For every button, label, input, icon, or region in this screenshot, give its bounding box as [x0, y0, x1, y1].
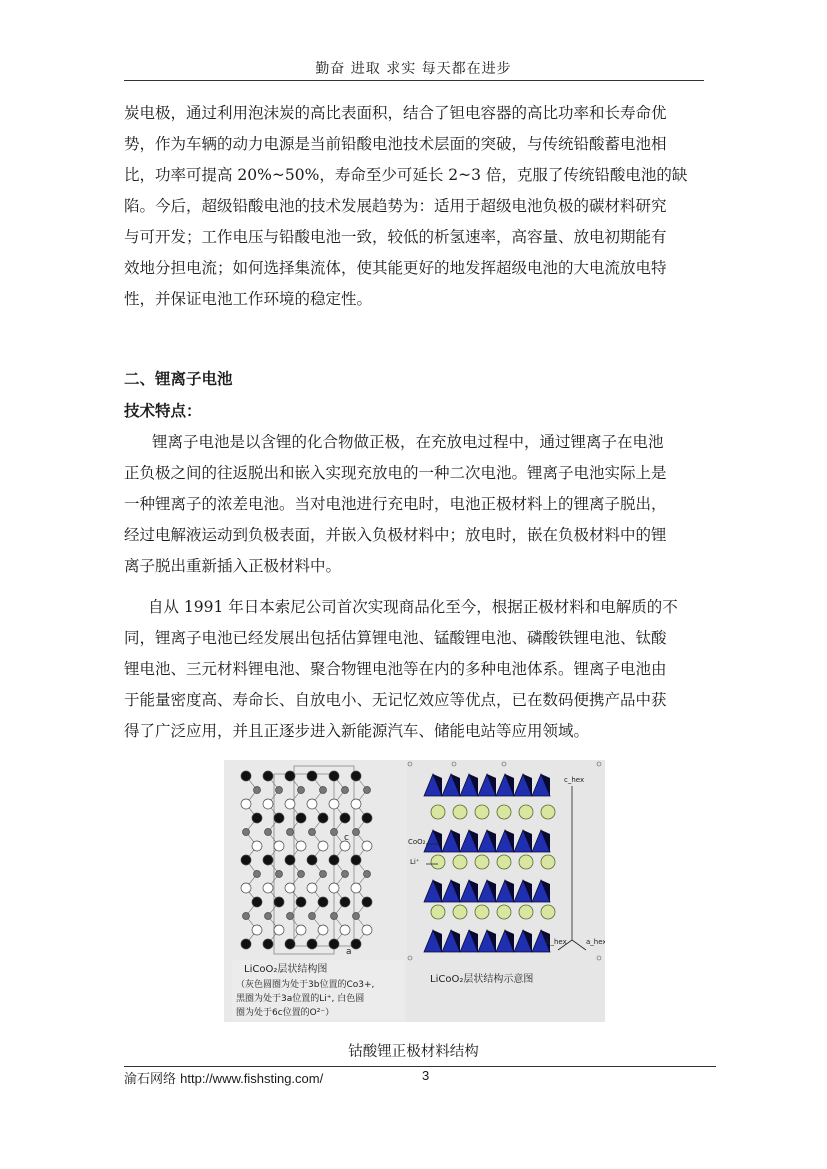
text-line: 一种锂离子的浓差电池。当对电池进行充电时，电池正极材料上的锂离子脱出，	[124, 495, 667, 513]
lithium-ion	[497, 905, 511, 919]
lithium-atom	[263, 939, 273, 949]
text-line: 正负极之间的往返脱出和嵌入实现充放电的一种二次电池。锂离子电池实际上是	[124, 464, 667, 482]
oxygen-atom	[351, 799, 361, 809]
lithium-atom	[351, 771, 361, 781]
oxygen-atom	[318, 841, 328, 851]
right-caption: LiCoO₂层状结构示意图	[430, 974, 534, 985]
paragraph-lithium-history	[124, 592, 704, 747]
lithium-atom	[329, 771, 339, 781]
left-caption-line: 黑圈为处于3a位置的Li⁺, 白色圆	[236, 994, 365, 1004]
cobalt-atom	[331, 829, 338, 836]
lithium-ion	[475, 805, 489, 819]
lithium-atom	[263, 855, 273, 865]
text-line: 锂离子电池是以含锂的化合物做正极，在充放电过程中，通过锂离子在电池	[152, 433, 664, 451]
cobalt-atom	[298, 787, 305, 794]
cobalt-atom	[320, 787, 327, 794]
oxygen-atom	[263, 883, 273, 893]
oxygen-atom	[329, 799, 339, 809]
oxygen-atom	[241, 883, 251, 893]
lithium-ion	[431, 855, 445, 869]
text-line: 比，功率可提高 20%~50%，寿命至少可延长 2~3 倍，克服了传统铅酸电池的缺	[124, 166, 688, 184]
lithium-ion	[475, 855, 489, 869]
paragraph-lithium-intro	[124, 427, 704, 582]
cobalt-atom	[364, 787, 371, 794]
lithium-atom	[362, 813, 372, 823]
lithium-ion	[519, 905, 533, 919]
header-divider	[124, 80, 704, 81]
cobalt-atom	[276, 787, 283, 794]
text-line: 效地分担电流；如何选择集流体，使其能更好的地发挥超级电池的大电流放电特	[124, 259, 667, 277]
lithium-atom	[241, 771, 251, 781]
left-caption-line: （灰色圆圈为处于3b位置的Co3+,	[236, 980, 375, 990]
text-line: 性，并保证电池工作环境的稳定性。	[124, 290, 373, 308]
text-line: 经过电解液运动到负极表面，并嵌入负极材料中；放电时，嵌在负极材料中的锂	[124, 526, 667, 544]
lithium-ion	[497, 805, 511, 819]
cobalt-atom	[309, 913, 316, 920]
lithium-ion	[475, 905, 489, 919]
lithium-atom	[318, 813, 328, 823]
footer-divider	[124, 1066, 716, 1067]
text-line: 自从 1991 年日本索尼公司首次实现商品化至今，根据正极材料和电解质的不	[148, 598, 678, 616]
lithium-atom	[296, 897, 306, 907]
cobalt-atom	[364, 871, 371, 878]
li-ion-label: Li⁺	[410, 858, 420, 866]
cobalt-atom	[265, 829, 272, 836]
footer-company: 渝石网络	[124, 1072, 177, 1087]
text-line: 于能量密度高、寿命长、自放电小、无记忆效应等优点，已在数码便携产品中获	[124, 691, 667, 709]
lithium-atom	[340, 813, 350, 823]
cobalt-atom	[342, 871, 349, 878]
footer-url-link[interactable]: http://www.fishsting.com/	[180, 1071, 324, 1086]
c-hex-axis-label: c_hex	[564, 776, 585, 784]
lithium-atom	[329, 939, 339, 949]
left-caption-line: 圈为处于6c位置的O²⁻）	[236, 1008, 335, 1018]
cobalt-atom	[287, 913, 294, 920]
page-header: 勤奋 进取 求实 每天都在进步	[315, 61, 512, 77]
text-line: 与可开发；工作电压与铅酸电池一致，较低的析氢速率，高容量、放电初期能有	[124, 228, 667, 246]
lithium-atom	[307, 855, 317, 865]
lithium-atom	[263, 771, 273, 781]
oxygen-atom	[263, 799, 273, 809]
lithium-atom	[329, 855, 339, 865]
oxygen-atom	[252, 841, 262, 851]
lithium-atom	[351, 855, 361, 865]
a-hex-axis-label: a_hex	[586, 938, 605, 946]
cobalt-atom	[276, 871, 283, 878]
lithium-atom	[351, 939, 361, 949]
lithium-ion	[541, 805, 555, 819]
intro-paragraph	[124, 98, 704, 315]
text-line: 得了广泛应用，并且正逐步进入新能源汽车、储能电站等应用领域。	[124, 722, 590, 740]
oxygen-atom	[329, 883, 339, 893]
lithium-ion	[519, 805, 533, 819]
text-line: 势，作为车辆的动力电源是当前铅酸电池技术层面的突破，与传统铅酸蓄电池相	[124, 135, 667, 153]
lithium-atom	[285, 771, 295, 781]
lithium-atom	[241, 939, 251, 949]
oxygen-atom	[285, 883, 295, 893]
page-number: 3	[422, 1068, 430, 1083]
lithium-atom	[307, 939, 317, 949]
lithium-atom	[274, 897, 284, 907]
text-line: 陷。今后，超级铅酸电池的技术发展趋势为：适用于超级电池负极的碳材料研究	[124, 197, 667, 215]
lithium-atom	[285, 939, 295, 949]
section-heading: 二、锂离子电池	[124, 370, 233, 388]
oxygen-atom	[296, 925, 306, 935]
licoo2-structure-figure	[224, 760, 605, 1022]
text-line: 锂电池、三元材料锂电池、聚合物锂电池等在内的多种电池体系。锂离子电池由	[124, 660, 667, 678]
cobalt-atom	[353, 829, 360, 836]
lithium-atom	[318, 897, 328, 907]
lithium-ion	[431, 805, 445, 819]
lithium-atom	[362, 897, 372, 907]
oxygen-atom	[252, 925, 262, 935]
lithium-atom	[241, 855, 251, 865]
lithium-ion	[453, 905, 467, 919]
figure-caption: 钴酸锂正极材料结构	[348, 1044, 479, 1060]
footer-left	[124, 1068, 323, 1087]
cobalt-atom	[353, 913, 360, 920]
lithium-ion	[541, 855, 555, 869]
lithium-atom	[274, 813, 284, 823]
axis-label-a: a	[346, 947, 352, 957]
cobalt-atom	[265, 913, 272, 920]
oxygen-atom	[340, 925, 350, 935]
cobalt-atom	[298, 871, 305, 878]
oxygen-atom	[351, 883, 361, 893]
lithium-ion	[453, 805, 467, 819]
text-line: 离子脱出重新插入正极材料中。	[124, 557, 342, 575]
cobalt-atom	[342, 787, 349, 794]
oxygen-atom	[362, 925, 372, 935]
text-line: 炭电极，通过利用泡沫炭的高比表面积，结合了钽电容器的高比功率和长寿命优	[124, 104, 667, 122]
lithium-ion	[497, 855, 511, 869]
oxygen-atom	[274, 841, 284, 851]
lithium-atom	[252, 897, 262, 907]
oxygen-atom	[318, 925, 328, 935]
lithium-atom	[296, 813, 306, 823]
cobalt-atom	[243, 829, 250, 836]
text-line: 同，锂离子电池已经发展出包括估算锂电池、锰酸锂电池、磷酸铁锂电池、钛酸	[124, 629, 667, 647]
left-caption-title: LiCoO₂层状结构图	[244, 964, 328, 975]
oxygen-atom	[307, 799, 317, 809]
lithium-atom	[340, 897, 350, 907]
cobalt-atom	[254, 787, 261, 794]
b-hex-axis-label: b_hex	[546, 938, 567, 946]
oxygen-atom	[241, 799, 251, 809]
cobalt-atom	[254, 871, 261, 878]
lithium-ion	[519, 855, 533, 869]
subheading: 技术特点：	[124, 402, 202, 420]
oxygen-atom	[362, 841, 372, 851]
licoo2-structure-diagram	[224, 760, 605, 1022]
oxygen-atom	[296, 841, 306, 851]
cobalt-atom	[309, 829, 316, 836]
coo2-label: CoO₂	[408, 838, 426, 846]
lithium-ion	[541, 905, 555, 919]
lithium-atom	[252, 813, 262, 823]
lithium-ion	[453, 855, 467, 869]
cobalt-atom	[331, 913, 338, 920]
oxygen-atom	[274, 925, 284, 935]
lithium-atom	[307, 771, 317, 781]
lithium-ion	[431, 905, 445, 919]
cobalt-atom	[243, 913, 250, 920]
axis-label-c: c	[344, 833, 349, 843]
oxygen-atom	[307, 883, 317, 893]
oxygen-atom	[285, 799, 295, 809]
lithium-atom	[285, 855, 295, 865]
cobalt-atom	[287, 829, 294, 836]
cobalt-atom	[320, 871, 327, 878]
